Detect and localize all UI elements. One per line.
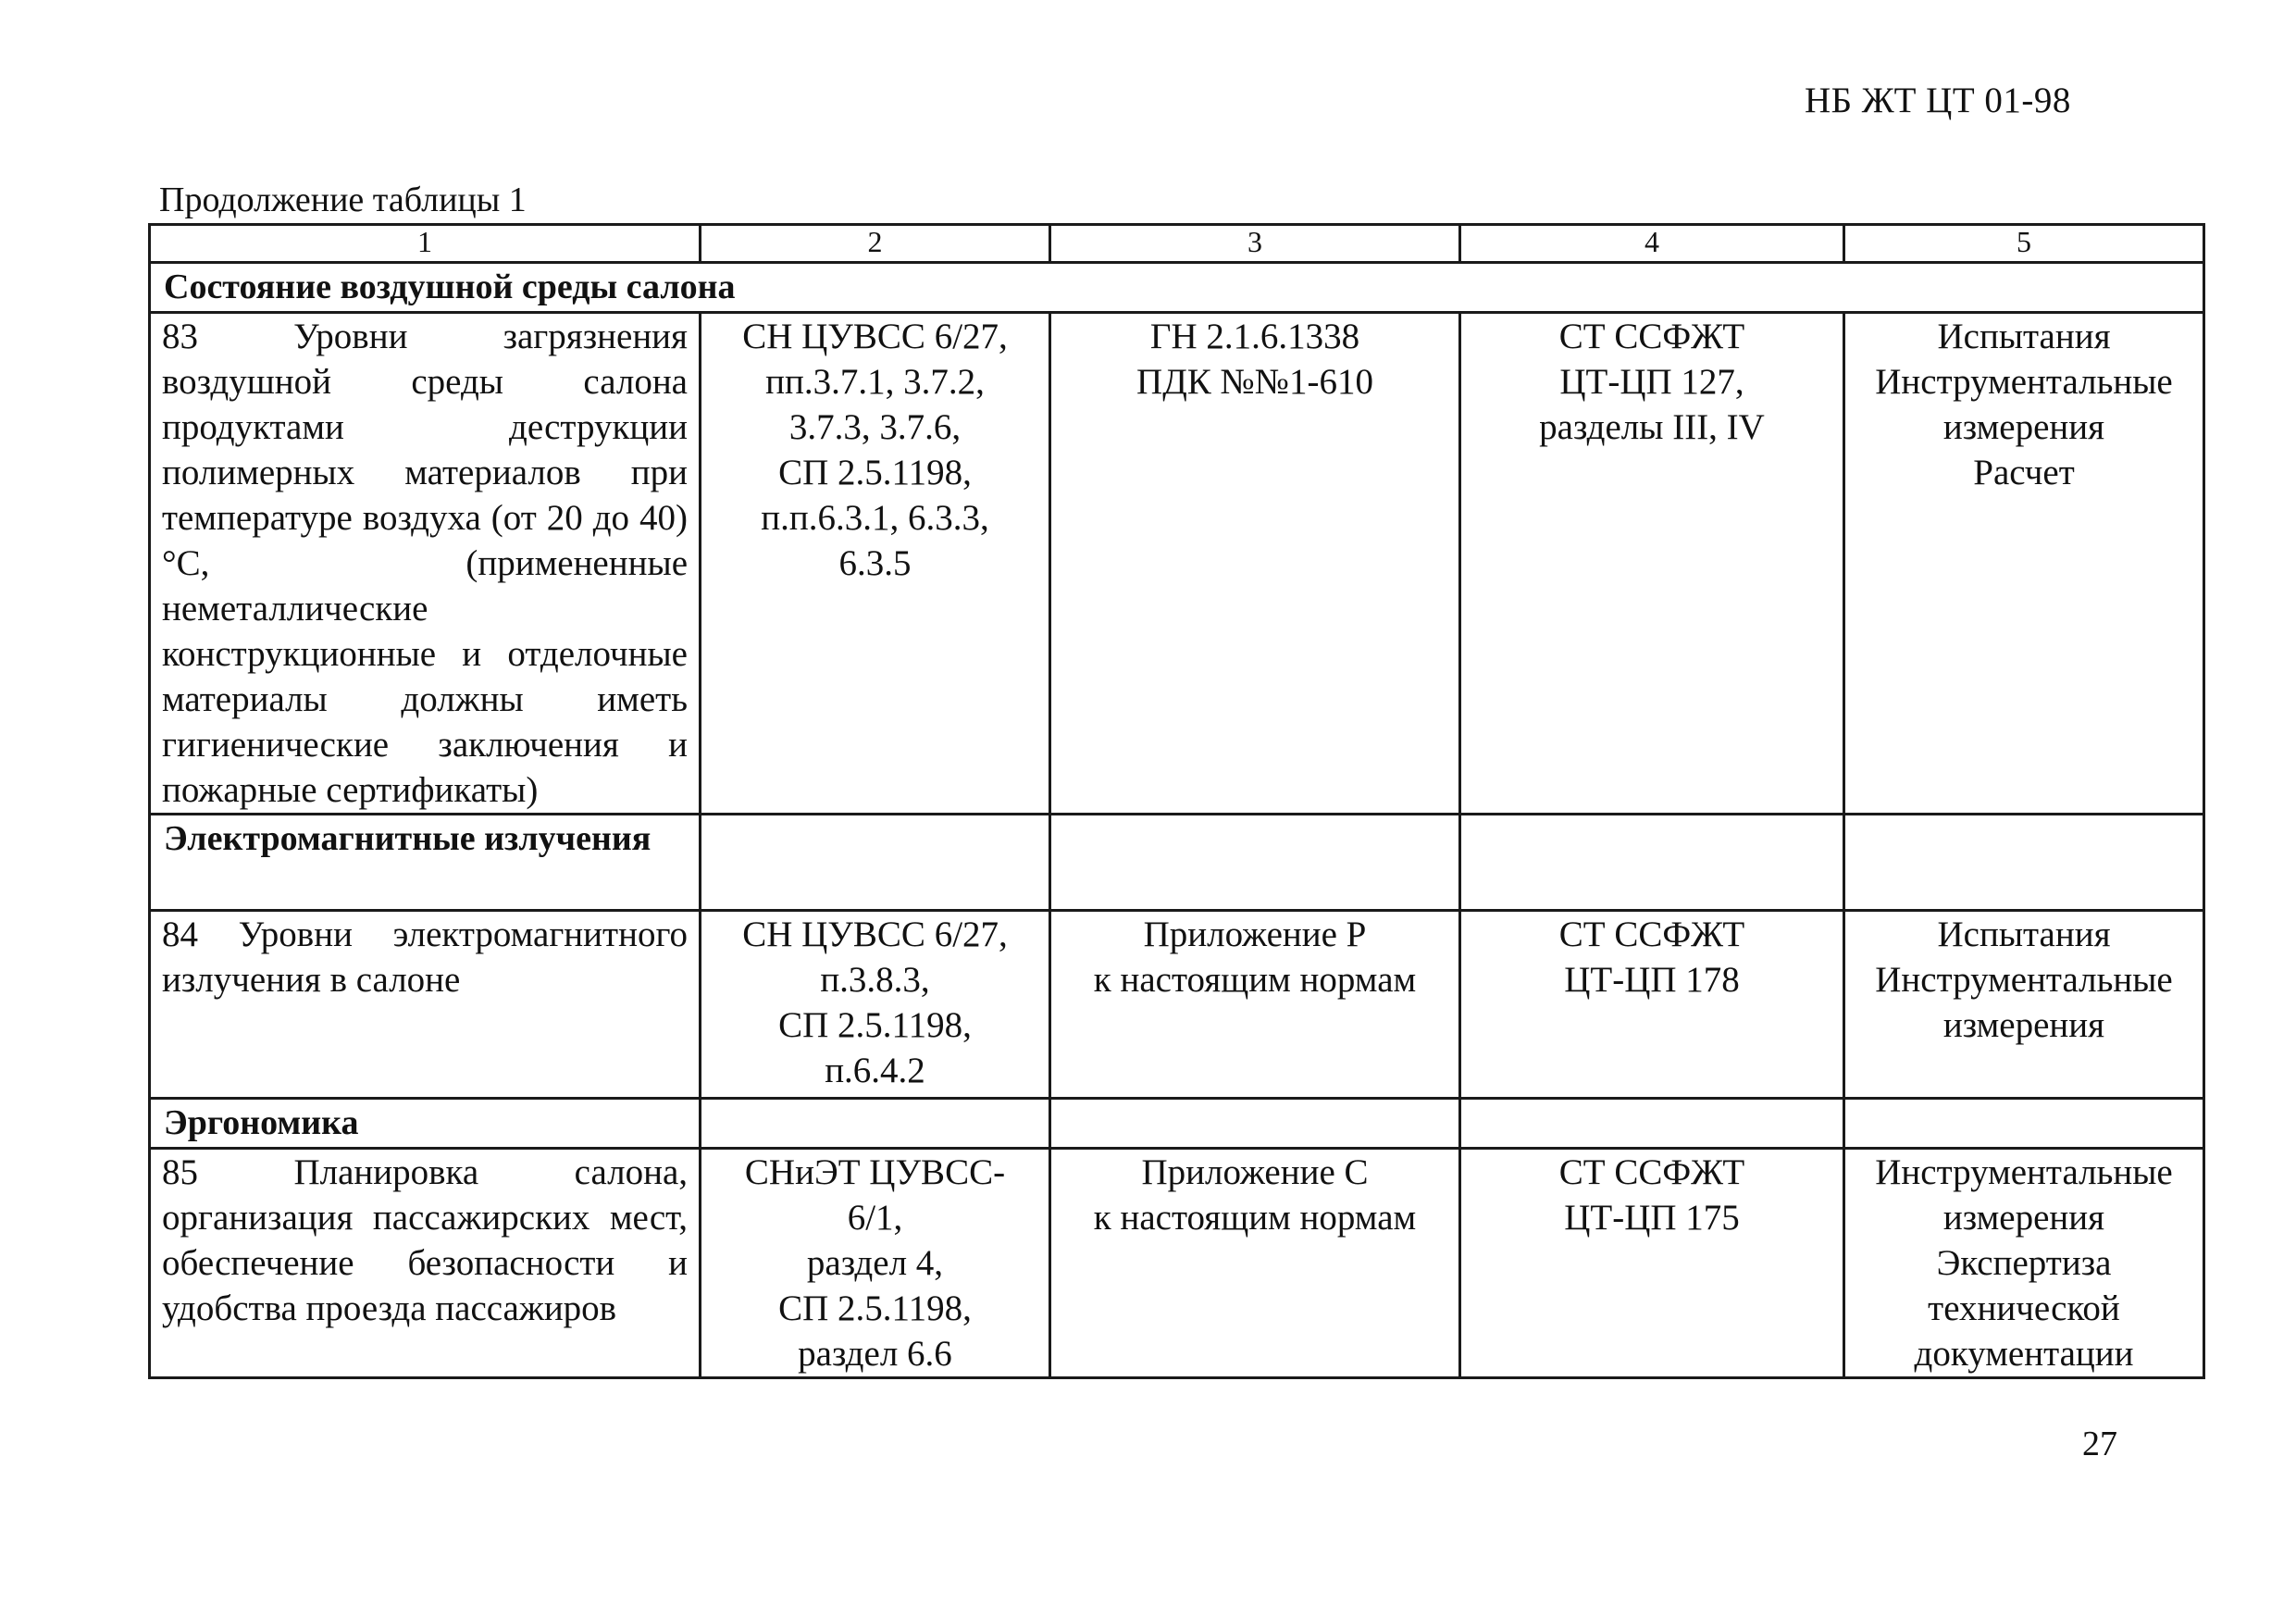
cell-line: ЦТ-ЦП 127, (1559, 362, 1744, 402)
cell-line: технической (1928, 1288, 2120, 1328)
row-description: 85 Планировка салона, организация пассажирских мест, обеспечение безопасности и удобства проезда пассажиров (150, 1149, 701, 1378)
cell-line: к настоящим нормам (1093, 960, 1417, 1000)
empty-cell (1844, 815, 2204, 911)
empty-cell (701, 1099, 1050, 1149)
cell-line: измерения (1942, 1198, 2105, 1238)
empty-cell (1050, 815, 1460, 911)
standard-cell (1460, 313, 1844, 815)
cell-line: раздел 4, (806, 1243, 944, 1283)
method-cell (1844, 911, 2204, 1099)
row-description: 83 Уровни загрязнения воздушной среды салона продуктами деструкции полимерных материалов при температуре воздуха (от 20 до 40)°С, (примененные неметаллические конструкционные и отделочные материалы должны иметь гигиенические заключения и пожарные сертификаты) (150, 313, 701, 815)
cell-line: СН ЦУВСС 6/27, (742, 915, 1008, 954)
cell-line: Экспертиза (1936, 1243, 2112, 1283)
column-number-row (150, 225, 2204, 263)
empty-cell (1460, 815, 1844, 911)
cell-line: ГН 2.1.6.1338 (1149, 317, 1360, 356)
empty-cell (701, 815, 1050, 911)
column-number: 4 (1460, 225, 1844, 263)
cell-line: 6/1, (847, 1198, 903, 1238)
cell-line: СП 2.5.1198, (778, 453, 972, 492)
column-number: 5 (1844, 225, 2204, 263)
regulation-cell (701, 313, 1050, 815)
cell-line: СП 2.5.1198, (778, 1288, 972, 1328)
method-cell (1844, 1149, 2204, 1378)
cell-line: СНиЭТ ЦУВСС- (744, 1152, 1006, 1192)
cell-line: СТ ССФЖТ (1558, 317, 1745, 356)
section-row (150, 815, 2204, 911)
cell-line: СТ ССФЖТ (1558, 915, 1745, 954)
cell-line: п.6.4.2 (825, 1051, 925, 1090)
table-row (150, 911, 2204, 1099)
cell-line: измерения (1942, 407, 2105, 447)
cell-line: Инструментальные (1875, 960, 2173, 1000)
table-row (150, 313, 2204, 815)
cell-line: Приложение Р (1143, 915, 1367, 954)
standard-cell (1460, 911, 1844, 1099)
cell-line: п.п.6.3.1, 6.3.3, (761, 498, 989, 538)
cell-line: Расчет (1973, 453, 2075, 492)
cell-line: СН ЦУВСС 6/27, (742, 317, 1008, 356)
section-title: Эргономика (150, 1099, 701, 1149)
section-title: Состояние воздушной среды салона (150, 263, 2204, 313)
empty-cell (1460, 1099, 1844, 1149)
document-code: НБ ЖТ ЦТ 01-98 (1805, 81, 2071, 120)
norm-cell (1050, 1149, 1460, 1378)
method-cell (1844, 313, 2204, 815)
cell-line: п.3.8.3, (820, 960, 930, 1000)
standard-cell (1460, 1149, 1844, 1378)
regulation-cell (701, 911, 1050, 1099)
cell-line: измерения (1942, 1005, 2105, 1045)
table-row (150, 1149, 2204, 1378)
cell-line: СТ ССФЖТ (1558, 1152, 1745, 1192)
row-description: 84 Уровни электромагнитного излучения в салоне (150, 911, 701, 1099)
cell-line: Испытания (1937, 915, 2111, 954)
cell-line: документации (1914, 1334, 2134, 1374)
empty-cell (1050, 1099, 1460, 1149)
norms-table (148, 223, 2205, 1379)
column-number: 3 (1050, 225, 1460, 263)
cell-line: раздел 6.6 (798, 1334, 952, 1374)
norm-cell (1050, 313, 1460, 815)
cell-line: пп.3.7.1, 3.7.2, (765, 362, 985, 402)
cell-line: ЦТ-ЦП 178 (1564, 960, 1740, 1000)
regulation-cell (701, 1149, 1050, 1378)
cell-line: 6.3.5 (838, 543, 912, 583)
page-number: 27 (2082, 1425, 2117, 1463)
cell-line: разделы III, IV (1539, 407, 1765, 447)
empty-cell (1844, 1099, 2204, 1149)
section-row (150, 263, 2204, 313)
table-caption: Продолжение таблицы 1 (159, 180, 527, 219)
cell-line: к настоящим нормам (1093, 1198, 1417, 1238)
column-number: 2 (701, 225, 1050, 263)
cell-line: ЦТ-ЦП 175 (1564, 1198, 1740, 1238)
norm-cell (1050, 911, 1460, 1099)
section-title: Электромагнитные излучения (150, 815, 701, 911)
section-row (150, 1099, 2204, 1149)
column-number: 1 (150, 225, 701, 263)
cell-line: ПДК №№1-610 (1136, 362, 1373, 402)
cell-line: Инструментальные (1875, 1152, 2173, 1192)
cell-line: Инструментальные (1875, 362, 2173, 402)
cell-line: Испытания (1937, 317, 2111, 356)
cell-line: Приложение С (1141, 1152, 1369, 1192)
cell-line: СП 2.5.1198, (778, 1005, 972, 1045)
cell-line: 3.7.3, 3.7.6, (788, 407, 962, 447)
